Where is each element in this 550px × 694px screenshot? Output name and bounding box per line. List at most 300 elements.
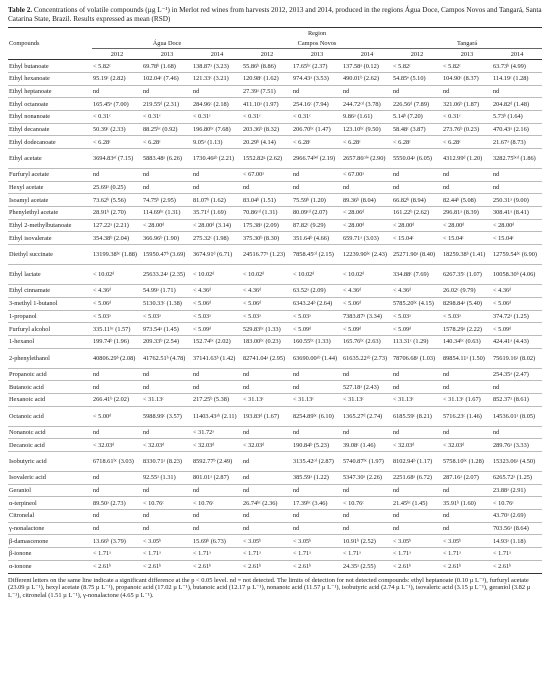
table-cell: 14536.01ᵃ (8.05)	[493, 412, 536, 420]
table-cell: < 32.03ᵈ	[443, 441, 465, 449]
table-cell: < 5.06ᵈ	[93, 300, 112, 308]
table-cell: < 5.06ᵈ	[243, 300, 262, 308]
table-cell: 226.56ᵈ (7.89)	[393, 100, 430, 108]
table-cell: 114.69ᵇᶜ (1.31)	[143, 209, 181, 217]
table-row	[8, 510, 542, 523]
table-row	[8, 169, 542, 182]
year-header: 2013	[460, 50, 474, 58]
table-cell: < 67.00ᵃ	[343, 171, 365, 179]
table-cell: 284.96ᶜ (2.18)	[193, 100, 229, 108]
compound-name: Ethyl isovalerate	[9, 234, 52, 242]
table-cell: 5550.04ᵃ (6.05)	[393, 155, 432, 162]
table-cell: < 1.71ᵃ	[143, 550, 161, 558]
table-cell: nd	[243, 487, 250, 495]
table-cell: < 5.03ᵃ	[293, 312, 311, 320]
table-cell: < 2.61ᵇ	[93, 563, 112, 571]
table-cell: nd	[143, 383, 150, 391]
table-cell: nd	[293, 428, 300, 436]
table-cell: 852.37ᵃ (8.61)	[493, 396, 529, 404]
table-row	[8, 426, 542, 439]
table-cell: 8298.84ᵃ (5.40)	[443, 300, 482, 308]
table-cell: 28.91ᵇ (2.70)	[93, 209, 126, 217]
table-cell: < 5.00ᵈ	[93, 412, 112, 420]
table-cell: < 15.04ᶜ	[443, 234, 464, 242]
table-cell: 287.16ᵃ (2.07)	[443, 474, 479, 482]
table-cell: 26.74ᵇᶜ (2.36)	[243, 499, 278, 507]
table-cell: 81.07ᵇ (1.62)	[193, 196, 226, 204]
table-cell: < 67.00ᵃ	[243, 171, 265, 179]
table-cell: 120.98ᶜ (1.62)	[243, 75, 279, 83]
table-cell: < 5.03ᵃ	[93, 312, 111, 320]
table-cell: < 10.02ᵈ	[93, 271, 115, 279]
table-cell: 266.41ᵇ (2.02)	[93, 396, 130, 404]
table-cell: 8102.94ᵇ (1.17)	[393, 458, 433, 465]
table-cell: nd	[343, 87, 350, 95]
table-cell: < 28.00ᵈ	[343, 222, 365, 230]
table-cell: < 5.03ᵃ	[243, 312, 261, 320]
year-header: 2012	[260, 50, 274, 58]
table-cell: < 1.71ᵃ	[393, 550, 411, 558]
table-cell: 7383.87ᵃ (3.34)	[343, 312, 382, 320]
table-cell: nd	[143, 184, 150, 192]
table-cell: nd	[93, 171, 100, 179]
table-cell: 61635.22ᵃᵇ (2.73)	[343, 354, 388, 362]
table-cell: 66.82ᵇ (8.94)	[393, 196, 426, 204]
table-cell: 89854.11ᵃ (1.50)	[443, 354, 485, 362]
table-cell: < 4.36ᵈ	[493, 287, 512, 295]
table-cell: nd	[493, 383, 500, 391]
table-cell: 63690.00ᵃᵇ (1.44)	[293, 354, 338, 362]
table-row	[8, 472, 542, 485]
table-row	[8, 181, 542, 194]
table-cell: 20.29ᵇ (4.14)	[243, 138, 276, 146]
table-cell: 2966.74ᵇᵉᶠ (2.19)	[293, 155, 336, 162]
table-row	[8, 232, 542, 245]
table-cell: 424.41ᵃ (4.43)	[493, 338, 529, 346]
table-cell: 8330.71ᵃ (8.23)	[143, 458, 182, 465]
table-cell: 13.66ᵇ (3.79)	[93, 537, 126, 545]
table-cell: 25633.24ᵃ (2.35)	[143, 271, 186, 279]
table-cell: < 0.31ᶜ	[443, 113, 461, 121]
table-cell: 137.58ᵃ (0.12)	[343, 62, 379, 70]
table-cell: < 28.00ᵈ	[143, 222, 165, 230]
table-cell: 23.88ᵃ (2.91)	[493, 487, 526, 495]
table-cell: < 15.04ᶜ	[393, 234, 414, 242]
table-cell: 140.34ᵇᶜ (0.63)	[443, 338, 481, 346]
table-cell: nd	[393, 487, 400, 495]
table-row	[8, 194, 542, 207]
table-cell: < 4.36ᵈ	[93, 287, 112, 295]
table-cell: 14.93ᵃ (1.18)	[493, 537, 526, 545]
compound-name: Isovaleric acid	[9, 474, 46, 482]
table-cell: nd	[443, 87, 450, 95]
table-cell: 374.72ᵃ (1.25)	[493, 312, 529, 320]
table-cell: 152.74ᵇᶜ (2.02)	[193, 338, 231, 346]
compound-name: Citronelal	[9, 512, 35, 520]
table-cell: 15.69ᵇ (6.73)	[193, 537, 226, 545]
table-cell: 196.80ᵇᶜ (7.68)	[193, 125, 231, 133]
table-cell: 78706.68ᵃ (1.03)	[393, 354, 436, 362]
table-cell: 55.86ᵇ (8.86)	[243, 62, 276, 70]
table-cell: nd	[93, 474, 100, 482]
table-row	[8, 348, 542, 368]
table-cell: nd	[343, 184, 350, 192]
table-cell: 82741.04ᵃ (2.95)	[243, 354, 286, 362]
table-cell: 25.69ᵃ (0.25)	[93, 184, 126, 192]
table-cell: < 32.03ᵈ	[243, 441, 265, 449]
table-cell: < 0.31ᶜ	[143, 113, 161, 121]
year-header: 2014	[510, 50, 524, 58]
table-cell: < 5.03ᵃ	[193, 312, 211, 320]
table-cell: 102.04ᶜ (7.46)	[143, 75, 179, 83]
table-cell: 12759.54ᵇᶜ (6.90)	[493, 251, 537, 259]
table-label: Table 2.	[8, 6, 33, 14]
compound-name: Phenylethyl acetate	[9, 209, 59, 217]
table-cell: 138.87ᵃ (3.23)	[193, 62, 229, 70]
table-cell: < 31.13ᶜ	[393, 396, 414, 404]
table-cell: nd	[93, 383, 100, 391]
table-cell: nd	[143, 512, 150, 520]
compound-name: Diethyl succinate	[9, 251, 53, 259]
table-cell: 308.41ᵃ (8.41)	[493, 209, 529, 217]
table-cell: nd	[393, 370, 400, 378]
table-cell: nd	[493, 184, 500, 192]
table-cell: < 5.09ᵈ	[393, 325, 412, 333]
table-cell: nd	[193, 87, 200, 95]
table-row	[8, 452, 542, 472]
table-cell: nd	[93, 487, 100, 495]
table-cell: 5.14ᵇ (7.20)	[393, 113, 423, 121]
table-cell: nd	[193, 383, 200, 391]
table-row	[8, 149, 542, 169]
table-cell: < 6.28ᶜ	[393, 138, 411, 146]
table-cell: 203.36ᵇ (8.32)	[243, 125, 280, 133]
compound-name: Furfuryl alcohol	[9, 325, 51, 333]
table-cell: < 15.04ᶜ	[493, 234, 514, 242]
table-cell: 17.39ᵇᶜ (3.46)	[293, 499, 328, 507]
region-header: Region	[307, 29, 327, 37]
table-cell: < 28.06ᵈ	[343, 209, 365, 217]
table-cell: 160.55ᵇᶜ (1.33)	[293, 338, 331, 346]
table-cell: 35.71ᵈ (1.69)	[193, 209, 226, 217]
table-cell: nd	[193, 184, 200, 192]
table-cell: 10.91ᵇ (2.52)	[343, 537, 376, 545]
table-cell: 5988.99ᶜ (3.57)	[143, 412, 182, 420]
table-cell: 80.09ᶜᵈ (2.07)	[293, 209, 328, 217]
table-row	[8, 393, 542, 406]
compound-name: γ-nonalactone	[9, 525, 45, 533]
table-row	[8, 560, 542, 573]
table-cell: < 4.36ᵈ	[243, 287, 262, 295]
table-cell: 89.36ᵇ (8.04)	[343, 196, 376, 204]
compound-name: Isoamyl acetate	[9, 196, 49, 204]
table-cell: 113.31ᶜ (1.29)	[393, 338, 429, 346]
table-cell: 183.00ᵇᶜ (0.23)	[243, 338, 281, 346]
table-cell: 385.59ᵃ (1.22)	[293, 474, 329, 482]
table-row	[8, 123, 542, 136]
table-cell: 9.86ᵃ (1.61)	[343, 113, 373, 121]
table-cell: < 5.09ᵈ	[343, 325, 362, 333]
group-header-agua-doce: Água Doce	[92, 38, 242, 49]
table-cell: 54.99ᵃ (1.71)	[143, 287, 176, 295]
table-cell: nd	[393, 184, 400, 192]
table-cell: 24516.77ᵃ (1.23)	[243, 251, 286, 259]
table-cell: nd	[143, 370, 150, 378]
table-cell: < 10.76ᶜ	[143, 499, 164, 507]
table-cell: 250.31ᵃ (9.00)	[493, 196, 529, 204]
compound-name: Nonanoic acid	[9, 428, 46, 436]
year-header: 2014	[360, 50, 374, 58]
table-cell: 3674.91ᵈ (6.71)	[193, 251, 233, 259]
table-cell: < 1.71ᵃ	[493, 550, 511, 558]
table-cell: 15950.47ᵇ (3.69)	[143, 251, 186, 259]
table-cell: nd	[293, 87, 300, 95]
table-row	[8, 297, 542, 310]
table-cell: < 28.00ᵈ	[393, 222, 415, 230]
table-cell: < 3.05ᵇ	[243, 537, 262, 545]
table-cell: < 1.71ᵃ	[293, 550, 311, 558]
table-cell: 92.55ᵃ (1.31)	[143, 474, 176, 482]
table-cell: nd	[293, 370, 300, 378]
table-cell: 95.19ᶜ (2.82)	[93, 75, 126, 83]
table-cell: 40806.29ᵇ (2.08)	[93, 354, 136, 362]
table-cell: nd	[143, 525, 150, 533]
table-cell: 1578.29ᵃ (2.22)	[443, 325, 482, 333]
table-cell: nd	[493, 87, 500, 95]
table-cell: 3135.42ᶜᵈ (2.87)	[293, 458, 334, 465]
table-cell: < 6.28ᶜ	[293, 138, 311, 146]
compound-name: Ethyl acetate	[9, 155, 42, 162]
table-cell: 219.55ᵈ (2.31)	[143, 100, 180, 108]
compound-name: Decanoic acid	[9, 441, 45, 449]
table-cell: 5130.33ᶜ (1.38)	[143, 300, 182, 308]
table-cell: < 5.06ᵈ	[343, 300, 362, 308]
compound-name: Ethyl nonanoate	[9, 113, 51, 121]
table-cell: 114.19ᶜ (1.28)	[493, 75, 529, 83]
compound-name: Geraniol	[9, 487, 32, 495]
table-cell: 289.76ᵃ (3.33)	[493, 441, 529, 449]
table-cell: nd	[243, 383, 250, 391]
table-cell: 411.10ᵃ (1.97)	[243, 100, 279, 108]
table-cell: 334.88ᶜ (7.69)	[393, 271, 429, 279]
table-cell: nd	[393, 525, 400, 533]
compound-name: 1-propanol	[9, 312, 37, 320]
table-cell: < 31.13ᶜ	[243, 396, 264, 404]
table-cell: 63.73ᵇ (4.99)	[493, 62, 526, 70]
table-cell: nd	[193, 487, 200, 495]
table-cell: 209.33ᵇ (2.54)	[143, 338, 180, 346]
table-cell: 273.76ᵇ (0.23)	[443, 125, 480, 133]
table-cell: nd	[343, 428, 350, 436]
table-cell: nd	[243, 370, 250, 378]
compound-name: Ethyl butanoate	[9, 62, 49, 70]
table-cell: 6343.24ᵇ (2.64)	[293, 300, 333, 308]
table-row	[8, 381, 542, 394]
table-cell: nd	[293, 487, 300, 495]
table-cell: < 5.09ᵈ	[493, 325, 512, 333]
table-cell: < 31.13ᶜ	[343, 396, 364, 404]
table-cell: 37141.63ᵇ (1.42)	[193, 354, 236, 362]
table-cell: nd	[93, 87, 100, 95]
table-cell: 199.74ᵇ (1.96)	[93, 338, 130, 346]
table-cell: < 28.00ᵈ (3.14)	[193, 222, 232, 230]
table-cell: 50.39ᶜ (2.33)	[93, 125, 126, 133]
year-header: 2013	[310, 50, 324, 58]
table-row	[8, 136, 542, 149]
table-cell: nd	[243, 525, 250, 533]
compound-name: β-damascenone	[9, 537, 49, 545]
table-cell: nd	[243, 184, 250, 192]
table-cell: 10058.30ᵇ (4.06)	[493, 271, 536, 279]
table-cell: 75619.16ᵃ (8.02)	[493, 354, 536, 362]
table-cell: 8254.89ᵇᶜ (6.10)	[293, 412, 334, 420]
table-cell: 175.38ᵃ (2.09)	[243, 222, 279, 230]
year-header: 2014	[210, 50, 224, 58]
table-cell: 39.08ᶜ (1.46)	[343, 441, 376, 449]
table-cell: < 10.02ᵈ	[293, 271, 315, 279]
table-cell: < 0.31ᶜ	[193, 113, 211, 121]
table-row	[8, 335, 542, 348]
compounds-header: Compounds	[9, 40, 40, 48]
table-cell: < 2.61ᵇ	[143, 563, 162, 571]
table-cell: nd	[443, 525, 450, 533]
table-cell: nd	[93, 525, 100, 533]
table-row	[8, 110, 542, 123]
table-cell: 27.39ᵃ (7.51)	[243, 87, 276, 95]
table-body	[8, 60, 542, 573]
table-cell: 88.25ᵇᶜ (0.92)	[143, 125, 178, 133]
table-cell: 18259.38ᵇ (1.41)	[443, 251, 486, 259]
table-cell: < 31.13ᶜ (1.67)	[443, 396, 481, 404]
table-cell: 973.54ᵃ (1.45)	[143, 325, 179, 333]
table-cell: < 31.13ᶜ	[143, 396, 164, 404]
table-cell: 3282.75ᵇᶜᵈ (1.86)	[493, 155, 536, 162]
compound-name: Ethyl lactate	[9, 271, 41, 279]
table-cell: 703.56ᵃ (8.64)	[493, 525, 529, 533]
table-cell: 490.01ᵇ (2.62)	[343, 75, 380, 83]
table-cell: nd	[193, 171, 200, 179]
table-cell: < 10.02ᵈ	[193, 271, 215, 279]
table-cell: nd	[443, 487, 450, 495]
table-cell: 254.35ᵃ (2.47)	[493, 370, 529, 378]
table-cell: nd	[343, 487, 350, 495]
table-cell: 254.16ᶜ (7.94)	[293, 100, 329, 108]
table-row	[8, 522, 542, 535]
table-row	[8, 265, 542, 285]
table-cell: 659.71ᵃ (3.03)	[343, 234, 379, 242]
table-cell: 296.81ᵃ (8.39)	[443, 209, 479, 217]
table-cell: < 5.06ᵈ	[493, 300, 512, 308]
compounds-table	[8, 27, 542, 573]
table-cell: 54.85ᵉ (5.10)	[393, 75, 426, 83]
table-cell: < 10.76ᶜ	[493, 499, 514, 507]
table-cell: 1730.46ᵍᵇ (2.21)	[193, 155, 235, 162]
table-cell: 1365.27ᵈ (2.74)	[343, 412, 383, 420]
table-cell: nd	[193, 370, 200, 378]
table-cell: 529.83ᵇᶜ (1.33)	[243, 325, 281, 333]
table-cell: nd	[243, 512, 250, 520]
table-cell: < 1.71ᵃ	[93, 550, 111, 558]
table-cell: 43.70ᵃ (2.69)	[493, 512, 526, 520]
table-cell: 15323.06ᵃ (4.50)	[493, 458, 536, 465]
compound-name: Hexyl acetate	[9, 184, 44, 192]
table-cell: < 2.61ᵇ	[443, 563, 462, 571]
table-cell: < 6.28ᶜ	[443, 138, 461, 146]
table-cell: < 4.36ᵈ	[393, 287, 412, 295]
table-cell: 21.67ᵃ (8.73)	[493, 138, 526, 146]
table-cell: < 3.05ᵇ	[393, 537, 412, 545]
table-cell: nd	[243, 458, 250, 465]
compound-name: Ethyl dodecanoate	[9, 138, 56, 146]
table-cell: < 5.82ᶜ	[393, 62, 411, 70]
table-cell: 5.73ᵇ (1.64)	[493, 113, 523, 121]
table-row	[8, 368, 542, 381]
table-cell: < 31.72ᵃ	[193, 428, 215, 436]
table-cell: 41762.51ᵇ (4.78)	[143, 354, 186, 362]
table-cell: < 0.31ᶜ	[93, 113, 111, 121]
table-cell: 1552.82ᵍ (2.62)	[243, 155, 283, 162]
table-row	[8, 219, 542, 232]
compound-name: Butanoic acid	[9, 383, 44, 391]
table-header	[8, 28, 542, 60]
compound-name: α-terpineol	[9, 499, 37, 507]
table-cell: 127.22ᵃ (2.21)	[93, 222, 129, 230]
table-cell: 321.06ᵇ (1.87)	[443, 100, 480, 108]
table-cell: nd	[443, 171, 450, 179]
table-cell: nd	[493, 171, 500, 179]
table-cell: 217.25ᵇ (5.38)	[193, 396, 230, 404]
table-cell: nd	[343, 525, 350, 533]
table-caption-text: Concentrations of volatile compounds (µg L⁻¹) in Merlot red wines from harvests 2012, 2013 and 2014, produced in the regions Água Doce, Campos Novos and Tangará, Santa Catarina State, Brazil. Results expressed as mean (RSD)	[8, 6, 542, 23]
table-cell: 63.52ᵃ (2.09)	[293, 287, 326, 295]
table-row	[8, 85, 542, 98]
table-cell: < 1.71ᵃ	[343, 550, 361, 558]
table-cell: 104.90ᶜ (8.37)	[443, 75, 479, 83]
table-row	[8, 497, 542, 510]
compound-name: 2-phenylethanol	[9, 354, 50, 362]
table-cell: 9.05ᵃ (1.13)	[193, 138, 223, 146]
table-cell: < 4.36ᵈ	[343, 287, 362, 295]
table-cell: < 5.03ᵃ	[443, 312, 461, 320]
table-cell: 83.04ᵇ (1.51)	[243, 196, 276, 204]
table-cell: 244.72ᶜᵈ (3.78)	[343, 100, 381, 108]
table-cell: 351.64ᵇ (4.66)	[293, 234, 330, 242]
compound-name: Ethyl decanoate	[9, 125, 50, 133]
table-cell: 17.65ᵇᶜ (2.37)	[293, 62, 328, 70]
table-cell: 2251.68ᵃ (6.72)	[393, 474, 432, 482]
table-cell: 4312.99ᵈ (1.20)	[443, 155, 483, 162]
table-cell: nd	[493, 428, 500, 436]
group-header-campos-novos: Campos Novos	[242, 38, 392, 49]
table-cell: 801.01ᵃ (2.87)	[193, 474, 229, 482]
table-cell: nd	[193, 512, 200, 520]
table-footnote: Different letters on the same line indicate a significant difference at the p < 0.05 level. nd = not detected. The limits of detection for not detected compounds: ethyl heptanoate (0.10 µ L⁻¹), furfuryl acetate (23.09 µ L⁻¹), hexyl acetate (8.75 µ L⁻¹), propanoic acid (17.02 µ L⁻¹), butanoic acid (12.17 µ L⁻¹), nonanoic acid (11.57 µ L⁻¹), isobutyric acid (2.74 µ L⁻¹), isovaleric acid (3.15 µ L⁻¹), geraniol (3.82 µ L⁻¹), citronelal (1.51 µ L⁻¹), γ-nonalactone (4.65 µ L⁻¹).	[8, 576, 531, 599]
table-cell: < 32.03ᵈ	[143, 441, 165, 449]
table-cell: 5883.48ᵃ (6.26)	[143, 155, 182, 162]
table-cell: nd	[293, 525, 300, 533]
table-cell: < 28.00ᵈ	[443, 222, 465, 230]
table-row	[8, 484, 542, 497]
table-cell: nd	[93, 428, 100, 436]
table-cell: nd	[293, 512, 300, 520]
table-row	[8, 535, 542, 548]
compound-name: Ethyl octanoate	[9, 100, 49, 108]
year-header: 2012	[110, 50, 124, 58]
table-cell: 35.91ᵇ (1.60)	[443, 499, 476, 507]
table-cell: < 5.06ᵈ	[193, 300, 212, 308]
table-cell: < 10.02ᵈ	[243, 271, 265, 279]
table-cell: nd	[393, 171, 400, 179]
